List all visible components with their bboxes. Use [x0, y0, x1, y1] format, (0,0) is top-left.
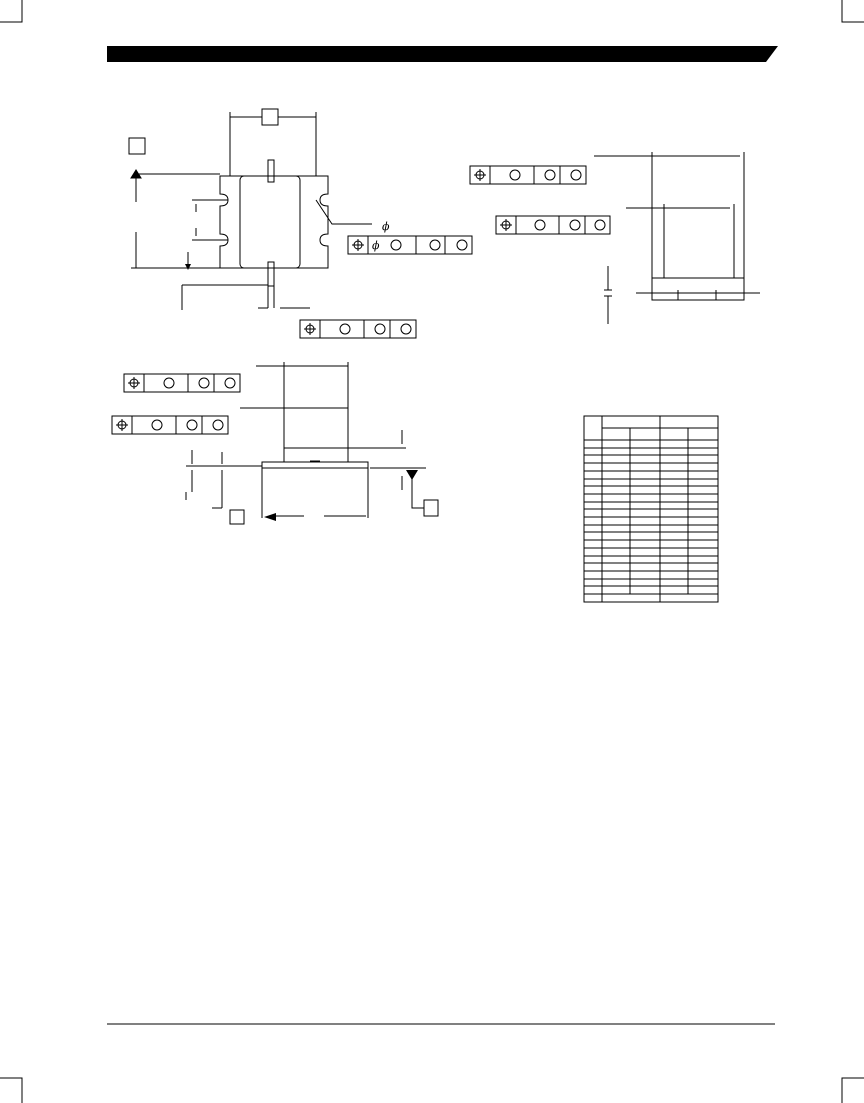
end-view: [594, 152, 760, 324]
datum-arrow-icon: [264, 513, 276, 521]
top-view: [129, 109, 372, 310]
front-view-cap: [284, 448, 348, 462]
circle-modifier-icon: [340, 324, 350, 334]
datum-arrow-icon: [406, 470, 418, 480]
diameter-note: ϕ: [382, 220, 390, 233]
circle-modifier-icon: [164, 378, 174, 388]
datum-box-bottom-right: [424, 500, 438, 516]
lead-top: [268, 160, 274, 182]
circle-modifier-icon: [391, 240, 401, 250]
circle-modifier-icon: [535, 220, 545, 230]
circle-modifier-icon: [199, 378, 209, 388]
position-icon: [128, 377, 140, 389]
circle-modifier-icon: [545, 170, 555, 180]
circle-modifier-icon: [430, 240, 440, 250]
feature-control-frame: [300, 320, 416, 338]
flange-outline: [220, 176, 328, 268]
datum-box-left: [129, 138, 145, 154]
circle-modifier-icon: [152, 420, 162, 430]
feature-control-frame: [112, 416, 228, 434]
front-view: [186, 362, 438, 524]
position-icon: [352, 239, 364, 251]
dimension-box-top: [262, 109, 278, 125]
circle-modifier-icon: [225, 378, 235, 388]
lead-bottom: [268, 262, 274, 286]
dimension-table: [584, 416, 718, 602]
position-icon: [474, 169, 486, 181]
feature-control-frames: [112, 166, 610, 434]
feature-control-frame: [470, 166, 586, 184]
circle-modifier-icon: [375, 324, 385, 334]
diameter-symbol: ϕ: [372, 239, 380, 252]
circle-modifier-icon: [571, 170, 581, 180]
package-body: [240, 176, 300, 268]
circle-modifier-icon: [213, 420, 223, 430]
datum-arrow-icon: [185, 264, 191, 270]
front-view-flange: [262, 462, 368, 468]
circle-modifier-icon: [510, 170, 520, 180]
datum-box-bottom-left: [230, 510, 244, 524]
end-view-body: [652, 278, 744, 300]
feature-control-frame: [496, 216, 610, 234]
feature-control-frame: [348, 236, 472, 254]
position-icon: [304, 323, 316, 335]
header-bar: [107, 46, 778, 62]
feature-control-frame: [124, 374, 240, 392]
position-icon: [116, 419, 128, 431]
circle-modifier-icon: [187, 420, 197, 430]
circle-modifier-icon: [595, 220, 605, 230]
circle-modifier-icon: [401, 324, 411, 334]
circle-modifier-icon: [570, 220, 580, 230]
circle-modifier-icon: [457, 240, 467, 250]
position-icon: [500, 219, 512, 231]
